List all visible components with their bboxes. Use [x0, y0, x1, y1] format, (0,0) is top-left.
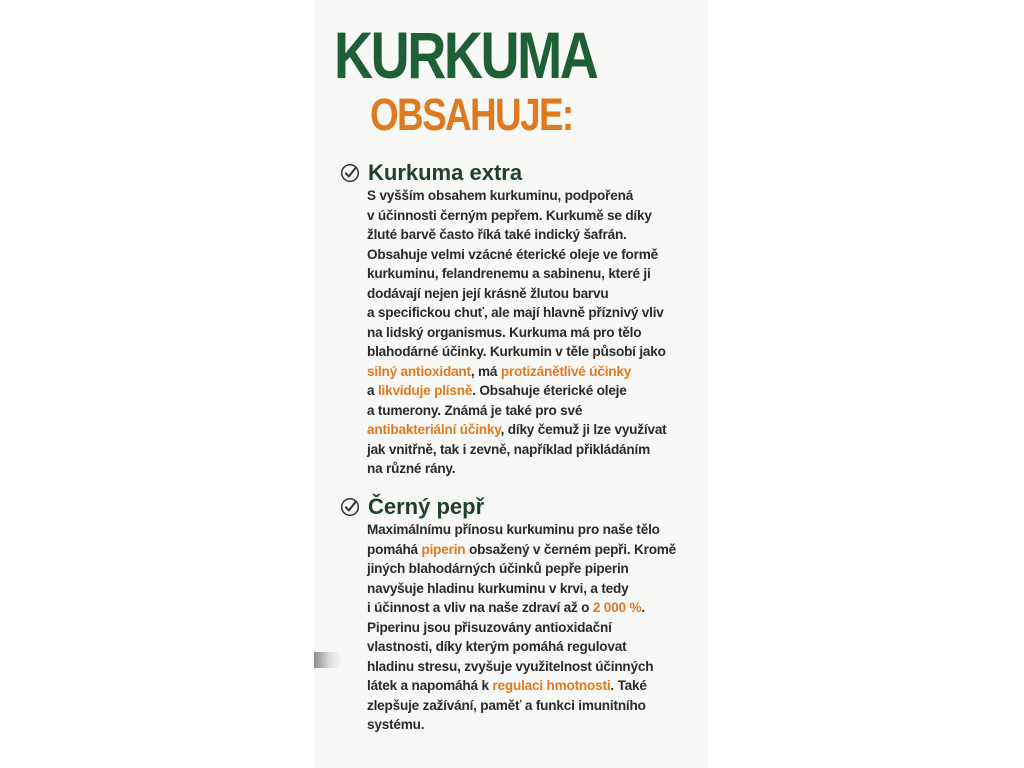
text-line — [367, 676, 710, 696]
text-segment: zlepšuje zažívání, paměť a funkci imunitního — [367, 697, 646, 713]
text-segment: obsažený v černém pepři. Kromě — [465, 541, 677, 557]
text-segment: kurkuminu, felandrenemu a sabinenu, které ji — [367, 266, 651, 281]
text-segment: . Také — [610, 678, 647, 693]
text-line — [367, 459, 710, 479]
section-header — [340, 494, 710, 520]
text-line — [367, 323, 710, 343]
text-line — [367, 559, 710, 579]
text-segment: hladinu stresu, zvyšuje využitelnost účinných — [367, 658, 654, 674]
text-segment: v účinnosti černým pepřem. Kurkumě se díky — [367, 207, 652, 223]
text-segment: na různé rány. — [367, 461, 456, 476]
text-line — [367, 540, 710, 560]
highlight-text: 2 000 % — [592, 600, 642, 615]
text-segment: a — [367, 383, 378, 398]
section-body — [367, 520, 710, 735]
text-segment: Obsahuje velmi vzácné éterické oleje ve formě — [367, 246, 658, 262]
text-line — [367, 598, 710, 618]
text-segment: vlastnosti, díky kterým pomáhá regulovat — [367, 639, 627, 654]
section-header — [340, 160, 710, 186]
text-segment: a tumerony. Známá je také pro své — [367, 402, 583, 418]
text-line — [367, 715, 710, 735]
section-cerny-pepr — [340, 494, 710, 735]
text-line — [367, 401, 710, 421]
decorative-shadow — [314, 652, 342, 668]
section-heading: Kurkuma extra — [368, 160, 523, 185]
highlight-text: antibakteriální účinky — [367, 422, 501, 437]
text-line — [367, 657, 710, 677]
text-segment: na lidský organismus. Kurkuma má pro tělo — [367, 324, 642, 340]
text-line — [367, 186, 710, 206]
text-segment: S vyšším obsahem kurkuminu, podpořená — [367, 188, 634, 203]
text-segment: systému. — [367, 717, 425, 732]
text-line — [367, 420, 710, 440]
highlight-text: piperin — [421, 541, 466, 557]
highlight-text: protizánětlivé účinky — [500, 363, 632, 379]
text-segment: dodávají nejen její krásně žlutou barvu — [367, 285, 609, 301]
text-line — [367, 225, 710, 245]
text-line — [367, 381, 710, 401]
highlight-text: regulaci hmotnosti — [492, 678, 611, 693]
text-line — [367, 637, 710, 657]
section-body — [367, 186, 710, 479]
text-segment: látek a napomáhá k — [367, 678, 493, 693]
text-line — [367, 579, 710, 599]
text-segment: pomáhá — [367, 541, 422, 557]
text-segment: jiných blahodárných účinků pepře piperin — [367, 561, 629, 576]
text-line — [367, 264, 710, 284]
section-heading: Černý pepř — [368, 494, 485, 519]
check-circle-icon — [340, 163, 360, 183]
text-segment: jak vnitřně, tak i zevně, například přikládáním — [367, 441, 650, 457]
text-segment: žluté barvě často říká také indický šafrán. — [367, 227, 627, 242]
highlight-text: silný antioxidant — [367, 363, 471, 379]
text-segment: i účinnost a vliv na naše zdraví až o — [367, 600, 593, 615]
text-line — [367, 520, 710, 540]
text-line — [367, 440, 710, 460]
text-line — [367, 696, 710, 716]
text-segment: blahodárné účinky. Kurkumin v těle působí jako — [367, 344, 666, 359]
text-segment: . — [641, 600, 645, 615]
text-segment: a specifickou chuť, ale mají hlavně příznivý vliv — [367, 305, 664, 320]
text-line — [367, 206, 710, 226]
section-kurkuma-extra — [340, 160, 710, 479]
text-segment: , díky čemuž ji lze využívat — [500, 422, 667, 437]
text-segment: navyšuje hladinu kurkuminu v krvi, a tedy — [367, 580, 629, 596]
text-line — [367, 362, 710, 382]
text-line — [367, 284, 710, 304]
highlight-text: likviduje plísně — [377, 383, 473, 398]
check-circle-icon — [340, 497, 360, 517]
text-segment: . Obsahuje éterické oleje — [472, 383, 627, 398]
text-line — [367, 303, 710, 323]
text-segment: Maximálnímu přínosu kurkuminu pro naše tělo — [367, 522, 660, 537]
page-subtitle: OBSAHUJE: — [370, 89, 573, 140]
text-segment: , má — [470, 363, 501, 379]
text-segment: Piperinu jsou přisuzovány antioxidační — [367, 619, 612, 635]
page-title: KURKUMA — [334, 18, 597, 92]
text-line — [367, 618, 710, 638]
text-line — [367, 245, 710, 265]
text-line — [367, 342, 710, 362]
